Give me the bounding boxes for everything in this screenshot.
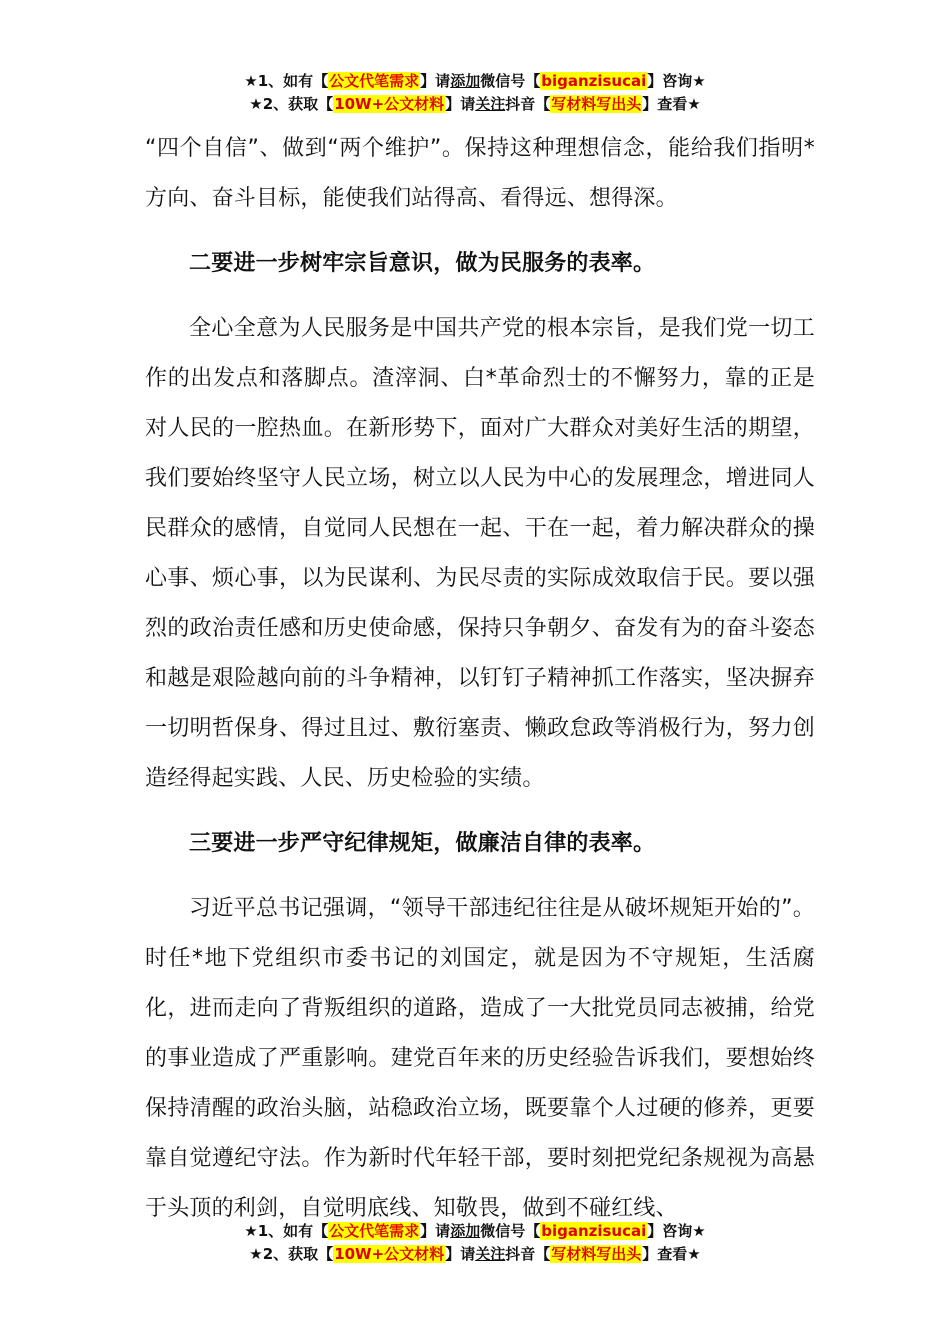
banner-line-2 [0, 1243, 950, 1266]
paragraph-1: “四个自信”、做到“两个维护”。保持这种理想信念，能给我们指明*方向、奋斗目标，能使我们站得高、看得远、想得深。 [145, 136, 815, 211]
banner-text: 】查看★ [642, 95, 701, 113]
section-heading-3: 三要进一步严守纪律规矩，做廉洁自律的表率。 [189, 831, 656, 856]
banner-text: ★2、获取【 [249, 1245, 334, 1263]
banner-highlight: biganzisucai [541, 72, 647, 90]
banner-underline: 关注 [475, 1245, 506, 1263]
banner-text: 微信号【 [480, 72, 541, 90]
banner-highlight: 写材料写出头 [551, 95, 642, 113]
banner-line-2 [0, 93, 950, 116]
banner-text: ★1、如有【 [244, 1222, 329, 1240]
banner-underline: 添加 [450, 72, 481, 90]
banner-highlight: 10W+公文材料 [334, 1245, 445, 1263]
banner-text: 】咨询★ [647, 72, 706, 90]
banner-highlight: 公文代笔需求 [329, 72, 420, 90]
banner-underline: 关注 [475, 95, 506, 113]
banner-highlight: 10W+公文材料 [334, 95, 445, 113]
banner-text: 】请 [420, 1222, 451, 1240]
banner-line-1 [0, 70, 950, 93]
top-banner [0, 70, 950, 116]
banner-text: 】咨询★ [647, 1222, 706, 1240]
banner-highlight: 公文代笔需求 [329, 1222, 420, 1240]
banner-text: 微信号【 [480, 1222, 541, 1240]
banner-highlight: 写材料写出头 [551, 1245, 642, 1263]
paragraph-2: 全心全意为人民服务是中国共产党的根本宗旨，是我们党一切工作的出发点和落脚点。渣滓洞、白*革命烈士的不懈努力，靠的正是对人民的一腔热血。在新形势下，面对广大群众对美好生活的期望，我们要始终坚守人民立场，树立以人民为中心的发展理念，增进同人民群众的感情，自觉同人民想在一起、干在一起，着力解决群众的操心事、烦心事，以为民谋利、为民尽责的实际成效取信于民。要以强烈的政治责任感和历史使命感，保持只争朝夕、奋发有为的奋斗姿态和越是艰险越向前的斗争精神，以钉钉子精神抓工作落实，坚决摒弃一切明哲保身、得过且过、敷衍塞责、懒政怠政等消极行为，努力创造经得起实践、人民、历史检验的实绩。 [145, 316, 815, 791]
bottom-banner [0, 1220, 950, 1266]
banner-underline: 添加 [450, 1222, 481, 1240]
banner-text: 抖音【 [505, 95, 551, 113]
banner-highlight: biganzisucai [541, 1222, 647, 1240]
banner-text: 】请 [445, 95, 476, 113]
banner-text: 抖音【 [505, 1245, 551, 1263]
banner-line-1 [0, 1220, 950, 1243]
banner-text: 】请 [445, 1245, 476, 1263]
banner-text: ★1、如有【 [244, 72, 329, 90]
section-heading-2: 二要进一步树牢宗旨意识，做为民服务的表率。 [189, 251, 656, 276]
document-body [145, 124, 815, 1234]
banner-text: 】请 [420, 72, 451, 90]
paragraph-3: 习近平总书记强调，“领导干部违纪往往是从破坏规矩开始的”。时任*地下党组织市委书记的刘国定，就是因为不守规矩，生活腐化，进而走向了背叛组织的道路，造成了一大批党员同志被捕，给党的事业造成了严重影响。建党百年来的历史经验告诉我们，要想始终保持清醒的政治头脑，站稳政治立场，既要靠个人过硬的修养，更要靠自觉遵纪守法。作为新时代年轻干部，要时刻把党纪条规视为高悬于头顶的利剑，自觉明底线、知敬畏，做到不碰红线、 [145, 896, 815, 1221]
banner-text: ★2、获取【 [249, 95, 334, 113]
banner-text: 】查看★ [642, 1245, 701, 1263]
